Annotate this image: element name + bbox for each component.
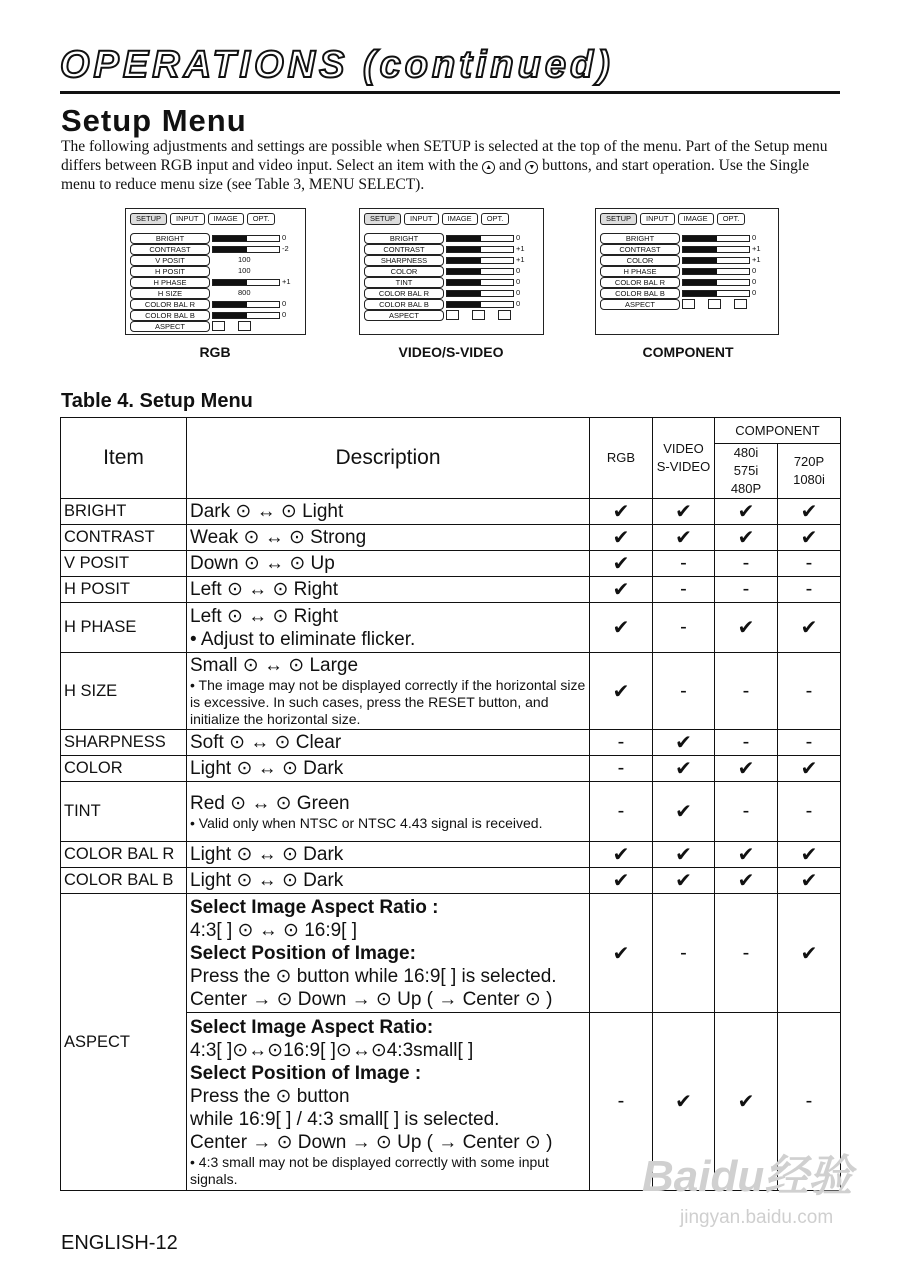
menu-tab: IMAGE — [442, 213, 478, 225]
menu-tab: OPT. — [481, 213, 510, 225]
support-mark: ✔ — [590, 603, 653, 653]
table-row — [61, 842, 841, 868]
description-cell — [187, 782, 590, 842]
description-main: Soft ⊙ ↔ ⊙ Clear — [190, 732, 342, 753]
menu-level-bar — [212, 301, 280, 308]
menu-level-bar — [682, 235, 750, 242]
header-rule — [60, 91, 840, 94]
menu-screen-2 — [595, 208, 779, 335]
description-main: Down ⊙ ↔ ⊙ Up — [190, 553, 335, 574]
menu-tab: SETUP — [130, 213, 167, 225]
table-row — [61, 525, 841, 551]
support-mark: - — [590, 756, 653, 782]
table-row — [61, 603, 841, 653]
description-cell — [187, 868, 590, 894]
description-cell — [187, 525, 590, 551]
item-cell: V POSIT — [61, 551, 187, 577]
support-mark: ✔ — [778, 868, 841, 894]
aspect-line: 4:3[ ] ⊙ ↔ ⊙ 16:9[ ] — [190, 919, 358, 941]
page-header-title: OPERATIONS (continued) — [60, 44, 614, 86]
menu-level-bar — [446, 235, 514, 242]
item-cell: COLOR — [61, 756, 187, 782]
description-note: • Valid only when NTSC or NTSC 4.43 signal is received. — [190, 814, 543, 831]
aspect-icon — [446, 310, 459, 320]
description-main: Light ⊙ ↔ ⊙ Dark — [190, 870, 344, 891]
setup-menu-table — [60, 417, 841, 1191]
support-mark: - — [778, 577, 841, 603]
menu-row-value: 0 — [752, 266, 757, 275]
support-mark: ✔ — [778, 525, 841, 551]
item-cell: BRIGHT — [61, 499, 187, 525]
support-mark: ✔ — [590, 499, 653, 525]
table-title: Table 4. Setup Menu — [61, 390, 253, 412]
menu-row-label: SHARPNESS — [364, 255, 444, 266]
menu-level-bar — [446, 279, 514, 286]
up-button-icon: ▲ — [482, 161, 495, 174]
menu-tab: OPT. — [247, 213, 276, 225]
aspect-line: Select Image Aspect Ratio: — [190, 1016, 434, 1038]
header-video — [653, 418, 715, 499]
menu-row-value: 0 — [516, 288, 521, 297]
aspect-line: while 16:9[ ] / 4:3 small[ ] is selected. — [190, 1108, 500, 1130]
aspect-icon — [498, 310, 511, 320]
menu-row-value: +1 — [752, 255, 761, 264]
aspect-line: Select Image Aspect Ratio : — [190, 896, 439, 918]
menu-row-label: H SIZE — [130, 288, 210, 299]
header-comp2-label: 720P 1080i — [793, 454, 825, 487]
header-comp1-label: 480i 575i 480P — [730, 445, 762, 496]
menu-row-label: COLOR BAL B — [130, 310, 210, 321]
description-main: Dark ⊙ ↔ ⊙ Light — [190, 501, 344, 522]
support-mark: ✔ — [715, 842, 778, 868]
aspect-line: Press the ⊙ button — [190, 1085, 350, 1107]
menu-level-bar — [446, 246, 514, 253]
menu-row-value: -2 — [282, 244, 289, 253]
menu-tab: INPUT — [640, 213, 675, 225]
intro-text-1: The following adjustments and settings are possible when SETUP is selected at the top of the menu. Part of the Setup menu differs between RGB input and video input. Select an item with the — [61, 138, 828, 174]
watermark-url: jingyan.baidu.com — [680, 1207, 834, 1228]
description-note: • Adjust to eliminate flicker. — [190, 628, 416, 650]
item-cell: COLOR BAL B — [61, 868, 187, 894]
menu-row-label: TINT — [364, 277, 444, 288]
support-mark: ✔ — [653, 1013, 715, 1191]
support-mark: - — [715, 551, 778, 577]
menu-level-bar — [682, 290, 750, 297]
description-main: Light ⊙ ↔ ⊙ Dark — [190, 844, 344, 865]
header-video-label: VIDEO S-VIDEO — [656, 441, 711, 474]
support-mark: ✔ — [653, 730, 715, 756]
support-mark: ✔ — [715, 868, 778, 894]
menu-tab: SETUP — [600, 213, 637, 225]
description-cell — [187, 730, 590, 756]
support-mark: - — [653, 577, 715, 603]
support-mark: - — [590, 730, 653, 756]
aspect-icon — [238, 321, 251, 331]
table-row — [61, 653, 841, 730]
support-mark: ✔ — [653, 499, 715, 525]
description-cell — [187, 842, 590, 868]
menu-row-value: 100 — [238, 266, 251, 275]
support-mark: ✔ — [590, 577, 653, 603]
menu-level-bar — [446, 290, 514, 297]
description-cell — [187, 653, 590, 730]
description-main: Left ⊙ ↔ ⊙ Right — [190, 605, 339, 627]
menu-level-bar — [446, 301, 514, 308]
description-main: Light ⊙ ↔ ⊙ Dark — [190, 758, 344, 779]
header-rgb: RGB — [590, 418, 653, 499]
header-component: COMPONENT — [715, 418, 841, 444]
table-row — [61, 868, 841, 894]
menu-row-label: COLOR BAL B — [600, 288, 680, 299]
menu-level-bar — [682, 279, 750, 286]
support-mark: ✔ — [653, 756, 715, 782]
menu-level-bar — [682, 257, 750, 264]
menu-row-label: COLOR BAL R — [364, 288, 444, 299]
menu-row-value: +1 — [752, 244, 761, 253]
menu-tab: INPUT — [404, 213, 439, 225]
intro-paragraph — [61, 137, 841, 194]
page-number: ENGLISH-12 — [61, 1232, 178, 1254]
watermark-logo: Baidu经验 — [642, 1152, 853, 1201]
description-main: Left ⊙ ↔ ⊙ Right — [190, 579, 339, 600]
support-mark: ✔ — [653, 868, 715, 894]
header-item: Item — [61, 418, 187, 499]
support-mark: - — [653, 603, 715, 653]
aspect-icon — [682, 299, 695, 309]
menu-row-value: 100 — [238, 255, 251, 264]
support-mark: ✔ — [715, 525, 778, 551]
support-mark: - — [715, 894, 778, 1013]
menu-tab: IMAGE — [208, 213, 244, 225]
support-mark: - — [653, 653, 715, 730]
menu-level-bar — [446, 257, 514, 264]
support-mark: ✔ — [715, 1013, 778, 1191]
table-row — [61, 499, 841, 525]
support-mark: ✔ — [590, 551, 653, 577]
menu-row-label: COLOR BAL R — [130, 299, 210, 310]
menu-row-label: H POSIT — [130, 266, 210, 277]
support-mark: ✔ — [590, 894, 653, 1013]
menu-level-bar — [212, 279, 280, 286]
aspect-icon — [734, 299, 747, 309]
menu-row-label: CONTRAST — [600, 244, 680, 255]
menu-screen-1 — [359, 208, 544, 335]
description-note: • The image may not be displayed correctly if the horizontal size is excessive. In such cases, press the RESET button, and initialize the horizontal size. — [190, 677, 586, 727]
support-mark: ✔ — [715, 499, 778, 525]
support-mark: ✔ — [590, 653, 653, 730]
aspect-description — [187, 1013, 590, 1191]
support-mark: - — [778, 782, 841, 842]
menu-row-value: 0 — [752, 277, 757, 286]
description-main: Weak ⊙ ↔ ⊙ Strong — [190, 527, 367, 548]
menu-row-label: CONTRAST — [364, 244, 444, 255]
menu-row-label: COLOR — [600, 255, 680, 266]
aspect-icon — [212, 321, 225, 331]
menu-row-value: 0 — [516, 233, 521, 242]
support-mark: - — [715, 782, 778, 842]
menu-row-value: 0 — [516, 266, 521, 275]
support-mark: ✔ — [778, 603, 841, 653]
menu-caption: RGB — [199, 344, 231, 360]
menu-row-value: 0 — [516, 277, 521, 286]
description-main: Red ⊙ ↔ ⊙ Green — [190, 792, 350, 814]
support-mark: ✔ — [653, 842, 715, 868]
table-row-aspect — [61, 894, 841, 1013]
item-cell: H POSIT — [61, 577, 187, 603]
menu-caption: COMPONENT — [642, 344, 734, 360]
menu-row-value: 0 — [516, 299, 521, 308]
menu-tab: OPT. — [717, 213, 746, 225]
menu-level-bar — [212, 246, 280, 253]
support-mark: - — [778, 551, 841, 577]
support-mark: ✔ — [653, 525, 715, 551]
aspect-line: Center → ⊙ Down → ⊙ Up ( → Center ⊙ ) — [190, 1131, 553, 1153]
support-mark: - — [715, 653, 778, 730]
menu-row-label: ASPECT — [364, 310, 444, 321]
support-mark: ✔ — [653, 782, 715, 842]
item-cell: SHARPNESS — [61, 730, 187, 756]
menu-row-label: H PHASE — [600, 266, 680, 277]
menu-level-bar — [212, 312, 280, 319]
support-mark: ✔ — [715, 603, 778, 653]
support-mark: - — [778, 730, 841, 756]
support-mark: - — [778, 653, 841, 730]
aspect-icon — [708, 299, 721, 309]
description-cell — [187, 756, 590, 782]
support-mark: ✔ — [778, 894, 841, 1013]
menu-row-label: ASPECT — [600, 299, 680, 310]
menu-row-value: +1 — [516, 255, 525, 264]
menu-row-value: 0 — [282, 310, 287, 319]
support-mark: - — [778, 1013, 841, 1191]
description-cell — [187, 603, 590, 653]
section-title: Setup Menu — [61, 103, 247, 138]
menu-row-label: V POSIT — [130, 255, 210, 266]
item-cell: ASPECT — [61, 894, 187, 1191]
support-mark: - — [590, 1013, 653, 1191]
aspect-note: • 4:3 small may not be displayed correctly with some input signals. — [190, 1153, 549, 1187]
menu-row-label: BRIGHT — [600, 233, 680, 244]
aspect-line: 4:3[ ]⊙↔⊙16:9[ ]⊙↔⊙4:3small[ ] — [190, 1039, 474, 1061]
table-row — [61, 577, 841, 603]
item-cell: H PHASE — [61, 603, 187, 653]
down-button-icon: ▼ — [525, 161, 538, 174]
menu-row-label: H PHASE — [130, 277, 210, 288]
menu-level-bar — [446, 268, 514, 275]
aspect-icon — [472, 310, 485, 320]
aspect-line: Select Position of Image : — [190, 1062, 422, 1084]
header-description: Description — [187, 418, 590, 499]
menu-row-value: 0 — [282, 233, 287, 242]
aspect-line: Center → ⊙ Down → ⊙ Up ( → Center ⊙ ) — [190, 988, 553, 1010]
menu-level-bar — [682, 246, 750, 253]
menu-screen-0 — [125, 208, 306, 335]
table-row — [61, 756, 841, 782]
item-cell: COLOR BAL R — [61, 842, 187, 868]
support-mark: ✔ — [778, 842, 841, 868]
menu-tab: IMAGE — [678, 213, 714, 225]
menu-row-label: COLOR — [364, 266, 444, 277]
menu-caption: VIDEO/S-VIDEO — [398, 344, 504, 360]
menu-tab: INPUT — [170, 213, 205, 225]
aspect-description — [187, 894, 590, 1013]
aspect-line: Press the ⊙ button while 16:9[ ] is selected. — [190, 965, 557, 987]
intro-text-2: buttons, and start operation. Use the Single menu to reduce menu size (see Table 3, MENU SELECT). — [61, 157, 810, 193]
description-cell — [187, 577, 590, 603]
support-mark: ✔ — [715, 756, 778, 782]
table-row — [61, 782, 841, 842]
table-row — [61, 730, 841, 756]
menu-row-value: 800 — [238, 288, 251, 297]
item-cell: H SIZE — [61, 653, 187, 730]
description-cell — [187, 499, 590, 525]
support-mark: - — [653, 894, 715, 1013]
menu-row-value: 0 — [282, 299, 287, 308]
menu-level-bar — [212, 235, 280, 242]
support-mark: ✔ — [590, 525, 653, 551]
support-mark: - — [715, 577, 778, 603]
support-mark: ✔ — [590, 842, 653, 868]
table-row — [61, 551, 841, 577]
support-mark: ✔ — [778, 756, 841, 782]
menu-level-bar — [682, 268, 750, 275]
aspect-line: Select Position of Image: — [190, 942, 416, 964]
menu-row-label: CONTRAST — [130, 244, 210, 255]
support-mark: - — [590, 782, 653, 842]
support-mark: - — [653, 551, 715, 577]
support-mark: ✔ — [778, 499, 841, 525]
header-component-720 — [778, 444, 841, 499]
item-cell: CONTRAST — [61, 525, 187, 551]
description-cell — [187, 551, 590, 577]
menu-row-label: BRIGHT — [364, 233, 444, 244]
support-mark: ✔ — [590, 868, 653, 894]
menu-row-label: COLOR BAL B — [364, 299, 444, 310]
intro-and: and — [499, 157, 522, 174]
menu-row-label: COLOR BAL R — [600, 277, 680, 288]
menu-row-label: BRIGHT — [130, 233, 210, 244]
menu-row-value: 0 — [752, 288, 757, 297]
menu-tab: SETUP — [364, 213, 401, 225]
menu-row-value: 0 — [752, 233, 757, 242]
menu-row-value: +1 — [282, 277, 291, 286]
description-main: Small ⊙ ↔ ⊙ Large — [190, 655, 359, 676]
item-cell: TINT — [61, 782, 187, 842]
support-mark: - — [715, 730, 778, 756]
menu-row-label: ASPECT — [130, 321, 210, 332]
header-component-480 — [715, 444, 778, 499]
menu-row-value: +1 — [516, 244, 525, 253]
